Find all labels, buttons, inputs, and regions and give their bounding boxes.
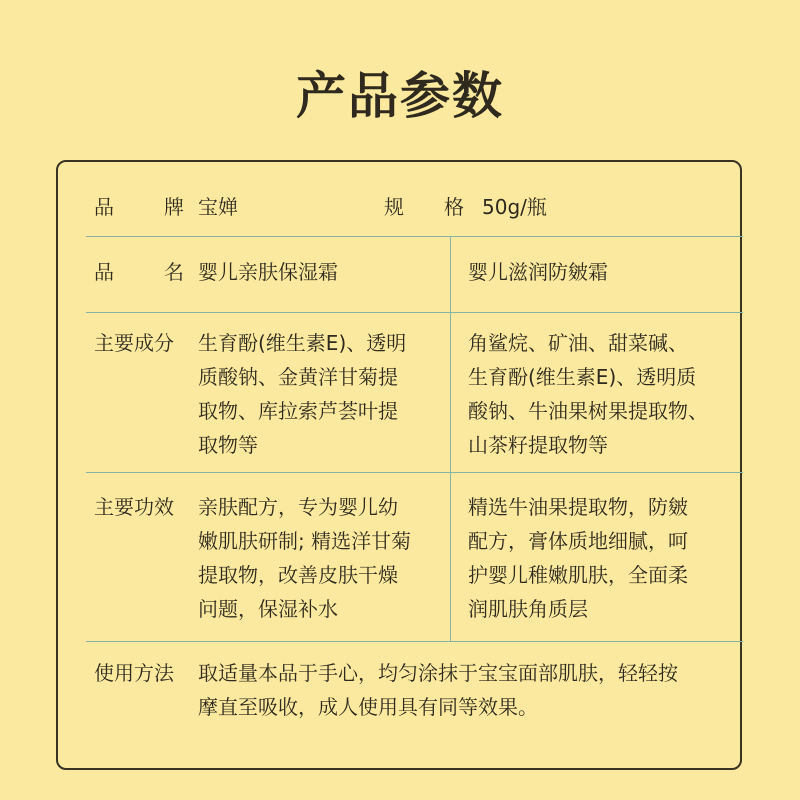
effects-right-line-4: 润肌肤角质层: [468, 597, 588, 621]
ingredients-left-line-3: 取物、库拉索芦荟叶提: [198, 399, 398, 423]
divider-3: [86, 472, 743, 473]
divider-1: [86, 236, 743, 237]
effects-left: [198, 490, 448, 626]
ingredients-left-line-4: 取物等: [198, 433, 258, 457]
brand-label-char-1: 品: [94, 195, 114, 219]
spec-value: 50g/瓶: [482, 195, 547, 219]
ingredients-label: 主要成分: [94, 331, 174, 355]
effects-left-line-4: 问题，保湿补水: [198, 597, 338, 621]
effects-right-line-3: 护婴儿稚嫩肌肤，全面柔: [468, 563, 688, 587]
usage-line-1: 取适量本品于手心，均匀涂抹于宝宝面部肌肤，轻轻按: [198, 661, 678, 685]
usage-line-2: 摩直至吸收，成人使用具有同等效果。: [198, 695, 538, 719]
product-parameters-card: [56, 160, 742, 770]
product-name-label: [94, 255, 184, 289]
ingredients-left-line-1: 生育酚(维生素E)、透明: [198, 331, 407, 355]
effects-left-line-3: 提取物，改善皮肤干燥: [198, 563, 398, 587]
product-name-right: 婴儿滋润防皴霜: [468, 260, 608, 284]
product-name-label-char-1: 品: [94, 260, 114, 284]
effects-left-line-1: 亲肤配方，专为婴儿幼: [198, 495, 398, 519]
ingredients-right: [468, 326, 728, 462]
brand-value: 宝婵: [198, 195, 238, 219]
ingredients-right-line-2: 生育酚(维生素E)、透明质: [468, 365, 697, 389]
divider-2: [86, 312, 743, 313]
usage-text: [198, 656, 728, 724]
ingredients-right-line-1: 角鲨烷、矿油、甜菜碱、: [468, 331, 688, 355]
ingredients-left: [198, 326, 448, 462]
column-divider: [450, 236, 451, 641]
effects-label: 主要功效: [94, 495, 174, 519]
spec-label: [384, 190, 464, 224]
product-name-left: 婴儿亲肤保湿霜: [198, 260, 338, 284]
effects-left-line-2: 嫩肌肤研制; 精选洋甘菊: [198, 529, 412, 553]
ingredients-right-line-3: 酸钠、牛油果树果提取物、: [468, 399, 708, 423]
effects-right-line-1: 精选牛油果提取物，防皴: [468, 495, 688, 519]
brand-label-char-2: 牌: [164, 195, 184, 219]
product-name-label-char-2: 名: [164, 260, 184, 284]
usage-label: 使用方法: [94, 661, 174, 685]
spec-label-char-2: 格: [444, 195, 464, 219]
divider-4: [86, 641, 743, 642]
ingredients-right-line-4: 山茶籽提取物等: [468, 433, 608, 457]
page-title: 产品参数: [296, 67, 504, 125]
spec-label-char-1: 规: [384, 195, 404, 219]
effects-right: [468, 490, 728, 626]
effects-right-line-2: 配方，膏体质地细腻，呵: [468, 529, 688, 553]
brand-label: [94, 190, 184, 224]
ingredients-left-line-2: 质酸钠、金黄洋甘菊提: [198, 365, 398, 389]
